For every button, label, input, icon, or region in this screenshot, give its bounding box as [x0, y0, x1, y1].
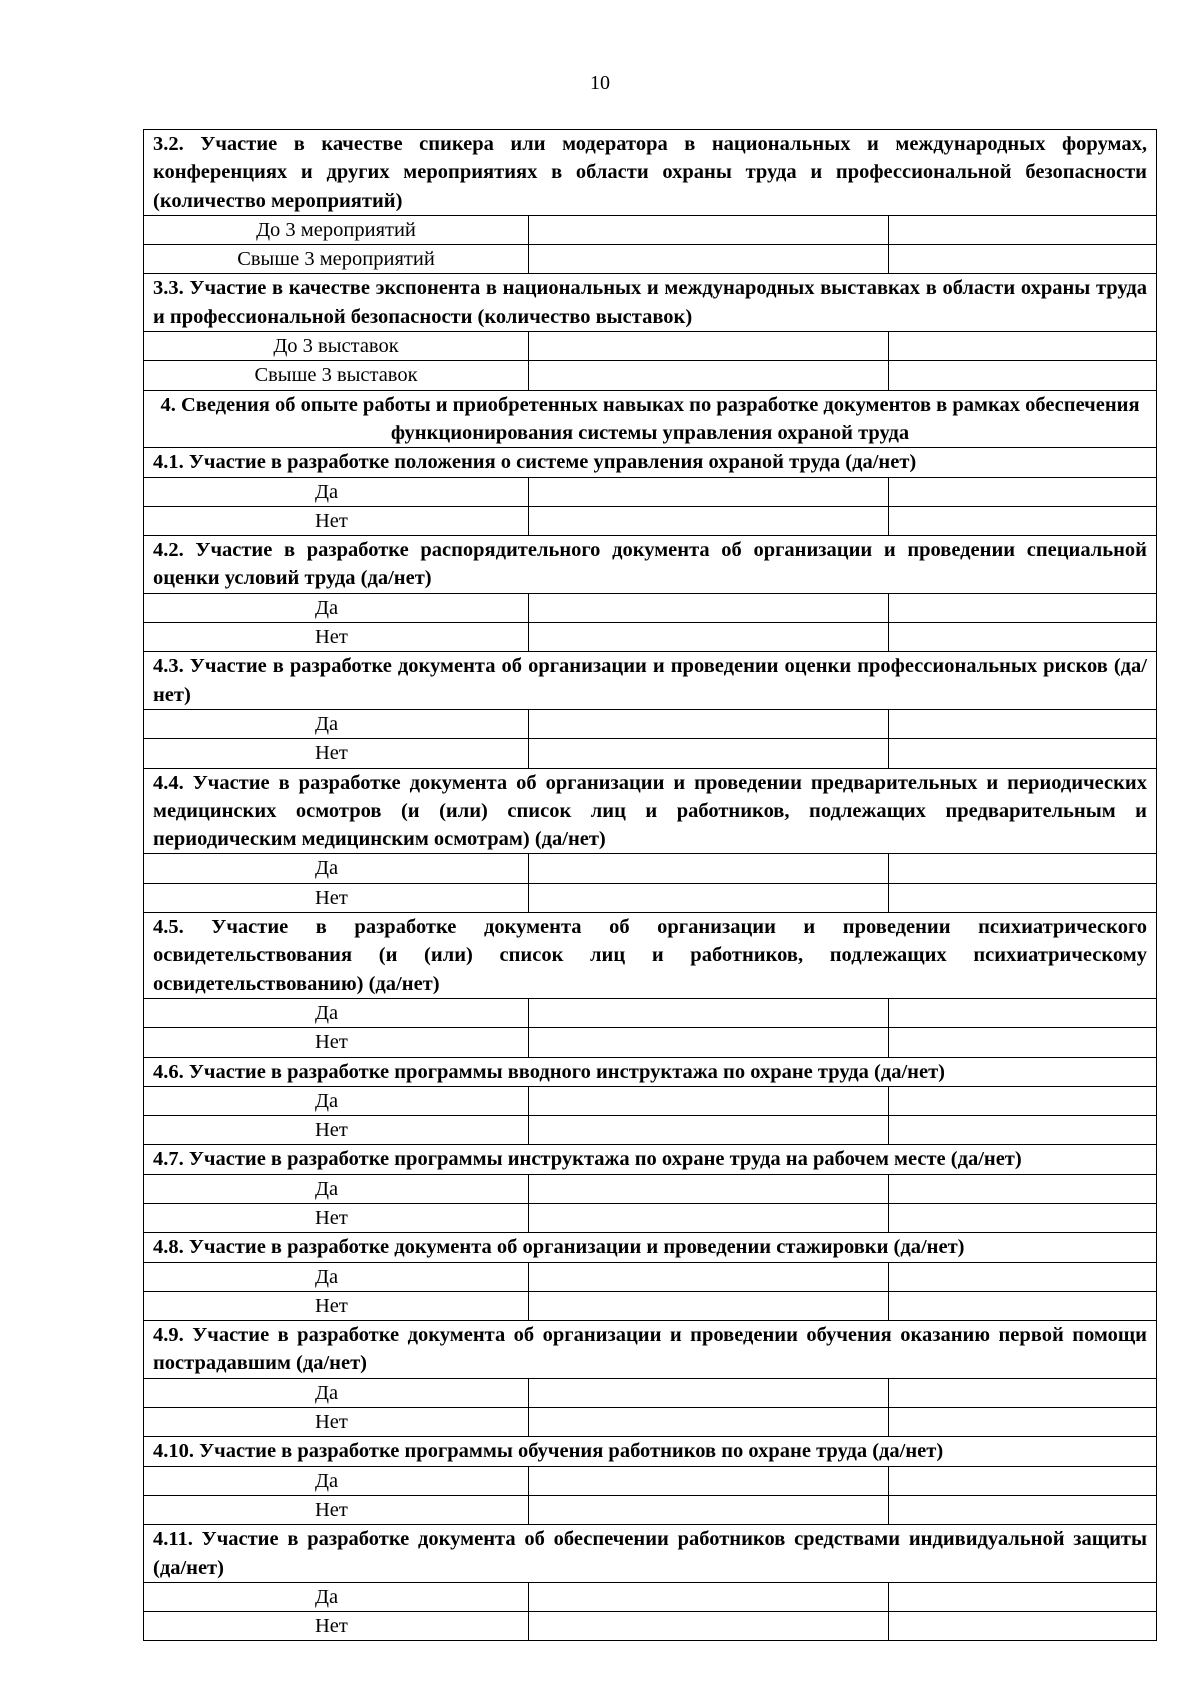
answer-cell[interactable] [529, 215, 889, 244]
answer-cell[interactable] [529, 1612, 889, 1641]
item-heading: 4.3. Участие в разработке документа об организации и проведении оценки профессиональных рисков (да/нет) [144, 652, 1157, 710]
score-cell[interactable] [889, 854, 1157, 883]
item-heading-row [144, 1057, 1157, 1086]
answer-cell[interactable] [529, 739, 889, 768]
answer-cell[interactable] [529, 1174, 889, 1203]
item-heading-row [144, 1233, 1157, 1262]
option-row [144, 854, 1157, 883]
option-label: Нет [144, 1116, 529, 1145]
answer-cell[interactable] [529, 506, 889, 535]
answer-cell[interactable] [529, 1262, 889, 1291]
option-row [144, 332, 1157, 361]
item-heading: 4.9. Участие в разработке документа об организации и проведении обучения оказанию первой помощи пострадавшим (да/нет) [144, 1321, 1157, 1379]
item-heading-row [144, 1321, 1157, 1379]
option-label: Да [144, 1378, 529, 1407]
answer-cell[interactable] [529, 361, 889, 390]
answer-cell[interactable] [529, 1378, 889, 1407]
option-label: Да [144, 1174, 529, 1203]
option-label: До 3 выставок [144, 332, 529, 361]
answer-cell[interactable] [529, 1028, 889, 1057]
score-cell[interactable] [889, 739, 1157, 768]
score-cell[interactable] [889, 1495, 1157, 1524]
item-heading-row [144, 130, 1157, 216]
option-label: Нет [144, 1408, 529, 1437]
score-cell[interactable] [889, 1028, 1157, 1057]
item-heading-row [144, 1437, 1157, 1466]
option-label: Да [144, 593, 529, 622]
item-heading: 4.1. Участие в разработке положения о системе управления охраной труда (да/нет) [144, 448, 1157, 477]
score-cell[interactable] [889, 1378, 1157, 1407]
option-label: Да [144, 477, 529, 506]
score-cell[interactable] [889, 1262, 1157, 1291]
answer-cell[interactable] [529, 1116, 889, 1145]
option-row [144, 623, 1157, 652]
item-heading-row [144, 913, 1157, 999]
item-heading: 4.7. Участие в разработке программы инструктажа по охране труда на рабочем месте (да/нет) [144, 1145, 1157, 1174]
option-label: Свыше 3 мероприятий [144, 245, 529, 274]
option-row [144, 593, 1157, 622]
option-row [144, 1582, 1157, 1611]
option-row [144, 1203, 1157, 1232]
option-label: Да [144, 1466, 529, 1495]
option-label: Нет [144, 739, 529, 768]
answer-cell[interactable] [529, 1408, 889, 1437]
item-heading-row [144, 1145, 1157, 1174]
option-label: Нет [144, 506, 529, 535]
item-heading: 4.10. Участие в разработке программы обучения работников по охране труда (да/нет) [144, 1437, 1157, 1466]
option-row [144, 739, 1157, 768]
page-number: 10 [590, 72, 610, 94]
section-heading: 4. Сведения об опыте работы и приобретенных навыках по разработке документов в рамках обеспечения функционирования системы управления охраной труда [144, 390, 1157, 448]
score-cell[interactable] [889, 245, 1157, 274]
answer-cell[interactable] [529, 1582, 889, 1611]
answer-cell[interactable] [529, 1466, 889, 1495]
item-heading: 4.5. Участие в разработке документа об организации и проведении психиатрического освидетельствования (и (или) список лиц и работников, подлежащих психиатрическому освидетельствованию) (да/нет) [144, 913, 1157, 999]
option-row [144, 1174, 1157, 1203]
score-cell[interactable] [889, 998, 1157, 1027]
answer-cell[interactable] [529, 1495, 889, 1524]
item-heading-row [144, 536, 1157, 594]
option-row [144, 1408, 1157, 1437]
option-row [144, 1612, 1157, 1641]
option-label: Да [144, 1262, 529, 1291]
answer-cell[interactable] [529, 245, 889, 274]
score-cell[interactable] [889, 593, 1157, 622]
answer-cell[interactable] [529, 1086, 889, 1115]
item-heading-row [144, 448, 1157, 477]
score-cell[interactable] [889, 1612, 1157, 1641]
option-label: Нет [144, 1612, 529, 1641]
item-heading-row [144, 274, 1157, 332]
item-heading: 3.3. Участие в качестве экспонента в национальных и международных выставках в области охраны труда и профессиональной безопасности (количество выставок) [144, 274, 1157, 332]
answer-cell[interactable] [529, 332, 889, 361]
answer-cell[interactable] [529, 854, 889, 883]
option-row [144, 1086, 1157, 1115]
option-row [144, 245, 1157, 274]
option-label: Нет [144, 883, 529, 912]
option-label: Да [144, 854, 529, 883]
item-heading-row [144, 652, 1157, 710]
score-cell[interactable] [889, 1203, 1157, 1232]
option-row [144, 1116, 1157, 1145]
item-heading: 4.8. Участие в разработке документа об организации и проведении стажировки (да/нет) [144, 1233, 1157, 1262]
option-row [144, 215, 1157, 244]
option-row [144, 1495, 1157, 1524]
item-heading: 3.2. Участие в качестве спикера или модератора в национальных и международных форумах, конференциях и других мероприятиях в области охраны труда и профессиональной безопасности (количество мероприятий) [144, 130, 1157, 216]
score-cell[interactable] [889, 477, 1157, 506]
option-row [144, 1378, 1157, 1407]
score-cell[interactable] [889, 1582, 1157, 1611]
answer-cell[interactable] [529, 1291, 889, 1320]
item-heading: 4.2. Участие в разработке распорядительного документа об организации и проведении специальной оценки условий труда (да/нет) [144, 536, 1157, 594]
option-label: Да [144, 1086, 529, 1115]
option-row [144, 477, 1157, 506]
option-label: Нет [144, 1203, 529, 1232]
option-row [144, 1262, 1157, 1291]
answer-cell[interactable] [529, 623, 889, 652]
score-cell[interactable] [889, 1408, 1157, 1437]
option-row [144, 883, 1157, 912]
option-label: Нет [144, 1291, 529, 1320]
score-cell[interactable] [889, 1086, 1157, 1115]
answer-cell[interactable] [529, 883, 889, 912]
option-row [144, 1466, 1157, 1495]
experience-form-table [143, 129, 1157, 1641]
score-cell[interactable] [889, 215, 1157, 244]
answer-cell[interactable] [529, 998, 889, 1027]
option-label: До 3 мероприятий [144, 215, 529, 244]
answer-cell[interactable] [529, 1203, 889, 1232]
item-heading: 4.4. Участие в разработке документа об организации и проведении предварительных и периодических медицинских осмотров (и (или) список лиц и работников, подлежащих предварительным и периодическим медицинским осмотрам) (да/нет) [144, 768, 1157, 854]
item-heading-row [144, 768, 1157, 854]
score-cell[interactable] [889, 1116, 1157, 1145]
score-cell[interactable] [889, 361, 1157, 390]
answer-cell[interactable] [529, 477, 889, 506]
answer-cell[interactable] [529, 593, 889, 622]
option-label: Да [144, 1582, 529, 1611]
option-row [144, 998, 1157, 1027]
option-row [144, 709, 1157, 738]
option-label: Нет [144, 623, 529, 652]
score-cell[interactable] [889, 1466, 1157, 1495]
item-heading-row [144, 1525, 1157, 1583]
score-cell[interactable] [889, 883, 1157, 912]
option-label: Нет [144, 1495, 529, 1524]
score-cell[interactable] [889, 709, 1157, 738]
option-label: Свыше 3 выставок [144, 361, 529, 390]
option-row [144, 1028, 1157, 1057]
score-cell[interactable] [889, 1174, 1157, 1203]
option-row [144, 1291, 1157, 1320]
score-cell[interactable] [889, 623, 1157, 652]
score-cell[interactable] [889, 1291, 1157, 1320]
option-label: Да [144, 998, 529, 1027]
option-row [144, 361, 1157, 390]
score-cell[interactable] [889, 506, 1157, 535]
answer-cell[interactable] [529, 709, 889, 738]
option-row [144, 506, 1157, 535]
option-label: Нет [144, 1028, 529, 1057]
section-heading-row [144, 390, 1157, 448]
item-heading: 4.11. Участие в разработке документа об обеспечении работников средствами индивидуальной защиты (да/нет) [144, 1525, 1157, 1583]
score-cell[interactable] [889, 332, 1157, 361]
item-heading: 4.6. Участие в разработке программы вводного инструктажа по охране труда (да/нет) [144, 1057, 1157, 1086]
option-label: Да [144, 709, 529, 738]
